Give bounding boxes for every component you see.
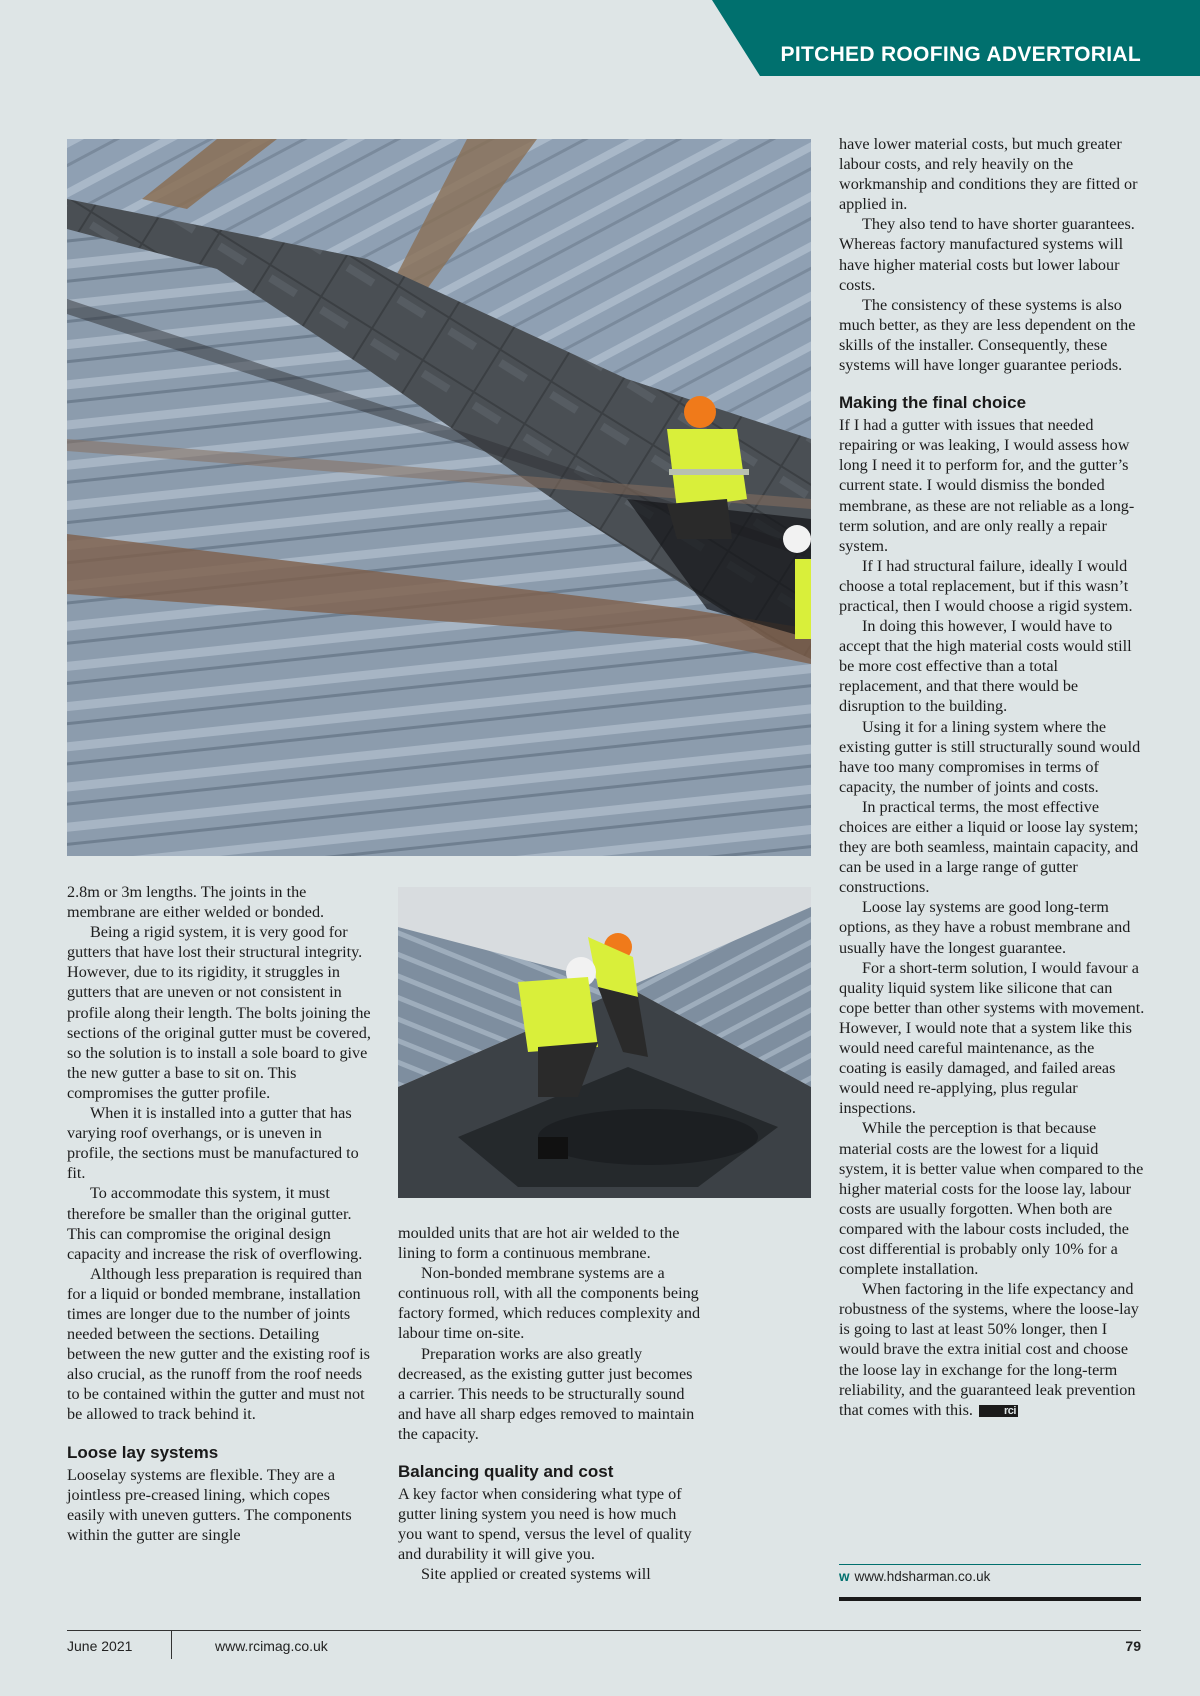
paragraph: In doing this however, I would have to accept that the high material costs would still be more cost effective than a total replacement, and that there would be disruption to the building. xyxy=(839,617,1132,716)
paragraph: While the perception is that because material costs are the lowest for a liquid system, it is better value when compared to the higher material costs for the loose lay, labour costs are usually forgotten. When both are compared with the labour costs included, the cost differential is probably only 10% for a complete installation. xyxy=(839,1119,1144,1279)
subheading: Making the final choice xyxy=(839,393,1027,413)
paragraph: Preparation works are also greatly decreased, as the existing gutter just becomes a carrier. This needs to be structurally sound and have all sharp edges removed to maintain the capacity. xyxy=(398,1344,695,1443)
subheading: Loose lay systems xyxy=(67,1442,219,1462)
text-column-3 xyxy=(839,134,1145,1420)
web-rule-top xyxy=(839,1564,1141,1565)
paragraph: They also tend to have shorter guarantees. Whereas factory manufactured systems will have higher material costs but lower labour costs. xyxy=(839,215,1135,294)
paragraph: moulded units that are hot air welded to the lining to form a continuous membrane. xyxy=(398,1224,680,1263)
footer-site[interactable]: www.rcimag.co.uk xyxy=(215,1638,328,1654)
paragraph: Site applied or created systems will xyxy=(421,1565,651,1584)
paragraph: To accommodate this system, it must therefore be smaller than the original gutter. This can compromise the original design capacity and increase the risk of overflowing. xyxy=(67,1184,363,1263)
text-column-2 xyxy=(398,1223,702,1585)
paragraph: For a short-term solution, I would favour a quality liquid system like silicone that can cope better than other systems with movement. However, I would note that a system like this would need careful maintenance, as the coating is easily damaged, and failed areas would need re-applying, plus regular inspections. xyxy=(839,958,1145,1118)
workers-gutter-photo-icon xyxy=(398,887,811,1198)
footer-divider xyxy=(171,1631,172,1659)
paragraph: have lower material costs, but much greater labour costs, and rely heavily on the workmanship and conditions they are fitted or applied in. xyxy=(839,135,1138,214)
page-number: 79 xyxy=(1125,1638,1141,1654)
section-label: PITCHED ROOFING ADVERTORIAL xyxy=(780,43,1141,66)
web-url[interactable]: www.hdsharman.co.uk xyxy=(854,1569,991,1584)
web-rule-bottom xyxy=(839,1597,1141,1601)
paragraph: A key factor when considering what type of gutter lining system you need is how much you want to spend, versus the level of quality and durability it will give you. xyxy=(398,1485,692,1564)
paragraph: 2.8m or 3m lengths. The joints in the membrane are either welded or bonded. xyxy=(67,883,325,922)
end-mark: rci xyxy=(979,1405,1018,1417)
subheading: Balancing quality and cost xyxy=(398,1462,614,1482)
paragraph-text: When factoring in the life expectancy and robustness of the systems, where the loose-lay is going to last at least 50% longer, then I would brave the extra initial cost and choose the loose lay in exchange for the long-term reliability, and the guaranteed leak prevention that comes with this. xyxy=(839,1280,1139,1419)
web-link[interactable] xyxy=(839,1569,990,1584)
paragraph: When it is installed into a gutter that has varying roof overhangs, or is uneven in profile, the sections must be manufactured to fit. xyxy=(67,1104,359,1183)
paragraph: Non-bonded membrane systems are a continuous roll, with all the components being factory formed, which reduces complexity and labour time on-site. xyxy=(398,1264,701,1343)
paragraph: The consistency of these systems is also much better, as they are less dependent on the skills of the installer. Consequently, these systems will have longer guarantee periods. xyxy=(839,295,1136,375)
paragraph: Looselay systems are flexible. They are a jointless pre-creased lining, which copes easily with uneven gutters. The components within the gutter are single xyxy=(67,1465,352,1544)
paragraph: In practical terms, the most effective choices are either a liquid or loose lay system; they are both seamless, maintain capacity, and can be used in a large range of gutter constructions. xyxy=(839,797,1139,897)
paragraph: If I had structural failure, ideally I would choose a total replacement, but if this wasn’t practical, then I would choose a rigid system. xyxy=(839,556,1133,615)
paragraph: If I had a gutter with issues that needed repairing or was leaking, I would assess how long I need it to perform for, and the gutter’s current state. I would dismiss the bonded membrane, as these are not reliable as a long-term solution, and are only really a repair system. xyxy=(839,416,1135,555)
roof-gutter-photo-icon xyxy=(67,139,811,856)
paragraph-final xyxy=(839,1279,1145,1420)
paragraph: Loose lay systems are good long-term options, as they have a robust membrane and usually have the longest guarantee. xyxy=(839,898,1131,957)
text-column-1 xyxy=(67,882,371,1545)
footer-date: June 2021 xyxy=(67,1638,133,1654)
paragraph: Using it for a lining system where the existing gutter is still structurally sound would have too many compromises in terms of capacity, the number of joints and costs. xyxy=(839,717,1141,796)
paragraph: Although less preparation is required than for a liquid or bonded membrane, installation times are longer due to the number of joints needed between the sections. Detailing between the new gutter and the existing roof is also crucial, as the runoff from the roof needs to be contained within the gutter and must not be allowed to track behind it. xyxy=(67,1264,370,1424)
footer-rule xyxy=(67,1630,1141,1631)
paragraph: Being a rigid system, it is very good for gutters that have lost their structural integrity. However, due to its rigidity, it struggles in gutters that are uneven or not consistent in profile along their length. The bolts joining the sections of the original gutter must be covered, so the solution is to install a sole board to give the new gutter a base to sit on. This compromises the gutter profile. xyxy=(67,923,371,1102)
web-prefix: w xyxy=(839,1569,850,1584)
